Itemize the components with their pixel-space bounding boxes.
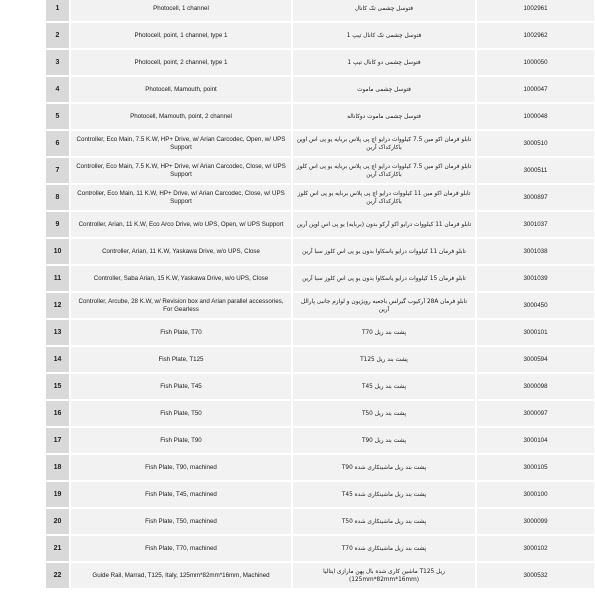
- item-code: 3000105: [477, 455, 594, 480]
- item-name-english: Fish Plate, T70: [71, 320, 291, 345]
- item-name-english: Controller, Arian, 11 K.W, Eco Arco Drive, w/o UPS, Open, w/ UPS Support: [71, 212, 291, 237]
- item-name-persian: پشت بند ریل T45: [293, 374, 475, 399]
- item-code: 3000102: [477, 536, 594, 561]
- row-number: 21: [46, 536, 69, 561]
- item-name-persian: تابلو فرمان 11 کیلووات درایو یاسکاوا بدون یو پی اس کلوز سبا آرین: [293, 239, 475, 264]
- item-name-persian: تابلو فرمان اکو مین 11 کیلووات درایو اچ پی پلاس بربایه یو پی اس کلوز باکارکداک آرین: [293, 185, 475, 210]
- item-name-persian: فتوسل چشمی ماموت: [293, 77, 475, 102]
- table-row: [46, 401, 550, 426]
- row-number: 6: [46, 131, 69, 156]
- row-number: 8: [46, 185, 69, 210]
- table-row: [46, 428, 550, 453]
- table-row: [46, 509, 550, 534]
- row-number: 5: [46, 104, 69, 129]
- row-number: 19: [46, 482, 69, 507]
- row-number: 16: [46, 401, 69, 426]
- table-row: [46, 347, 550, 372]
- item-code: 3000510: [477, 131, 594, 156]
- row-number: 4: [46, 77, 69, 102]
- table-row: [46, 0, 550, 21]
- item-name-persian: پشت بند ریل T50: [293, 401, 475, 426]
- item-name-persian: تابلو فرمان 28A آرکیوب گیرلس باجعبه رویژیون و لوازم جانبی پارالل آرین: [293, 293, 475, 318]
- item-name-persian: پشت بند ریل ماشینکاری شده T70: [293, 536, 475, 561]
- item-code: 3000101: [477, 320, 594, 345]
- table-row: [46, 239, 550, 264]
- row-number: 9: [46, 212, 69, 237]
- item-name-english: Fish Plate, T45, machined: [71, 482, 291, 507]
- item-code: 3000594: [477, 347, 594, 372]
- table-row: [46, 158, 550, 183]
- table-row: [46, 23, 550, 48]
- item-code: 1002962: [477, 23, 594, 48]
- table-row: [46, 131, 550, 156]
- table-row: [46, 266, 550, 291]
- item-name-english: Fish Plate, T50: [71, 401, 291, 426]
- item-name-persian: فتوسل چشمی دو کانال تیپ 1: [293, 50, 475, 75]
- item-code: 3001037: [477, 212, 594, 237]
- item-name-persian: ریل T125 ماشین کاری شده بال پهن مارازی ایتالیا (125mm*82mm*16mm): [293, 563, 475, 588]
- row-number: 14: [46, 347, 69, 372]
- table-row: [46, 185, 550, 210]
- table-row: [46, 455, 550, 480]
- row-number: 11: [46, 266, 69, 291]
- row-number: 17: [46, 428, 69, 453]
- item-code: 1000047: [477, 77, 594, 102]
- row-number: 10: [46, 239, 69, 264]
- item-code: 3000098: [477, 374, 594, 399]
- table-row: [46, 77, 550, 102]
- item-name-english: Fish Plate, T70, machined: [71, 536, 291, 561]
- item-name-persian: پشت بند ریل T90: [293, 428, 475, 453]
- item-name-persian: فتوسل چشمی تک کانال: [293, 0, 475, 21]
- item-name-english: Controller, Arcube, 28 K.W, w/ Revision box and Arian parallel accessories, For Gearless: [71, 293, 291, 318]
- item-name-persian: تابلو فرمان 15 کیلووات درایو یاسکاوا بدون یو پی اس کلوز سبا آرین: [293, 266, 475, 291]
- item-code: 3000100: [477, 482, 594, 507]
- table-row: [46, 320, 550, 345]
- item-name-persian: تابلو فرمان اکو مین 7.5 کیلووات درایو اچ پی پلاس بربایه یو پی اس کلوز باکارکداک آرین: [293, 158, 475, 183]
- item-name-persian: تابلو فرمان 11 کیلووات درایو اکو آرکو بدون (بربایه) یو پی اس اوپن آرین: [293, 212, 475, 237]
- table-row: [46, 104, 550, 129]
- item-name-english: Photocell, point, 1 channel, type 1: [71, 23, 291, 48]
- row-number: 1: [46, 0, 69, 21]
- table-row: [46, 482, 550, 507]
- item-name-persian: فتوسل چشمی تک کانال تیپ 1: [293, 23, 475, 48]
- item-code: 1000048: [477, 104, 594, 129]
- item-name-english: Photocell, 1 channel: [71, 0, 291, 21]
- item-code: 3001039: [477, 266, 594, 291]
- item-code: 1000050: [477, 50, 594, 75]
- item-code: 3000097: [477, 401, 594, 426]
- item-code: 3000897: [477, 185, 594, 210]
- item-code: 3000104: [477, 428, 594, 453]
- item-name-english: Fish Plate, T90: [71, 428, 291, 453]
- row-number: 15: [46, 374, 69, 399]
- item-name-persian: تابلو فرمان اکو مین 7.5 کیلووات درایو اچ پی پلاس بربایه یو پی اس اوپن باکارکداک آرین: [293, 131, 475, 156]
- item-name-english: Fish Plate, T45: [71, 374, 291, 399]
- row-number: 20: [46, 509, 69, 534]
- table-row: [46, 563, 550, 588]
- item-code: 3000099: [477, 509, 594, 534]
- item-name-english: Fish Plate, T125: [71, 347, 291, 372]
- item-name-english: Controller, Eco Main, 11 K.W, HP+ Drive, w/ Arian Carcodec, Close, w/ UPS Support: [71, 185, 291, 210]
- item-name-english: Photocell, Mamouth, point, 2 channel: [71, 104, 291, 129]
- item-code: 3000511: [477, 158, 594, 183]
- row-number: 22: [46, 563, 69, 588]
- item-name-english: Guide Rail, Marrad, T125, Italy, 125mm*82mm*16mm, Machined: [71, 563, 291, 588]
- item-code: 3001038: [477, 239, 594, 264]
- price-list-table: [46, 0, 550, 590]
- item-code: 1002961: [477, 0, 594, 21]
- item-name-english: Photocell, point, 2 channel, type 1: [71, 50, 291, 75]
- item-code: 3000532: [477, 563, 594, 588]
- table-row: [46, 293, 550, 318]
- item-name-english: Controller, Eco Main, 7.5 K.W, HP+ Drive, w/ Arian Carcodec, Close, w/ UPS Support: [71, 158, 291, 183]
- item-name-persian: پشت بند ریل ماشینکاری شده T45: [293, 482, 475, 507]
- item-name-english: Controller, Saba Arian, 15 K.W, Yaskawa Drive, w/o UPS, Close: [71, 266, 291, 291]
- table-row: [46, 50, 550, 75]
- row-number: 13: [46, 320, 69, 345]
- item-name-persian: پشت بند ریل ماشینکاری شده T90: [293, 455, 475, 480]
- row-number: 2: [46, 23, 69, 48]
- table-row: [46, 536, 550, 561]
- row-number: 3: [46, 50, 69, 75]
- table-row: [46, 212, 550, 237]
- item-name-persian: پشت بند ریل ماشینکاری شده T50: [293, 509, 475, 534]
- row-number: 12: [46, 293, 69, 318]
- item-name-persian: پشت بند ریل T70: [293, 320, 475, 345]
- item-name-english: Fish Plate, T90, machined: [71, 455, 291, 480]
- item-name-english: Controller, Arian, 11 K.W, Yaskawa Drive, w/o UPS, Close: [71, 239, 291, 264]
- table-row: [46, 374, 550, 399]
- item-code: 3000450: [477, 293, 594, 318]
- item-name-persian: پشت بند ریل T125: [293, 347, 475, 372]
- item-name-english: Photocell, Mamouth, point: [71, 77, 291, 102]
- item-name-english: Fish Plate, T50, machined: [71, 509, 291, 534]
- row-number: 18: [46, 455, 69, 480]
- item-name-english: Controller, Eco Main, 7.5 K.W, HP+ Drive, w/ Arian Carcodec, Open, w/ UPS Support: [71, 131, 291, 156]
- item-name-persian: فتوسل چشمی ماموت دوکاناله: [293, 104, 475, 129]
- row-number: 7: [46, 158, 69, 183]
